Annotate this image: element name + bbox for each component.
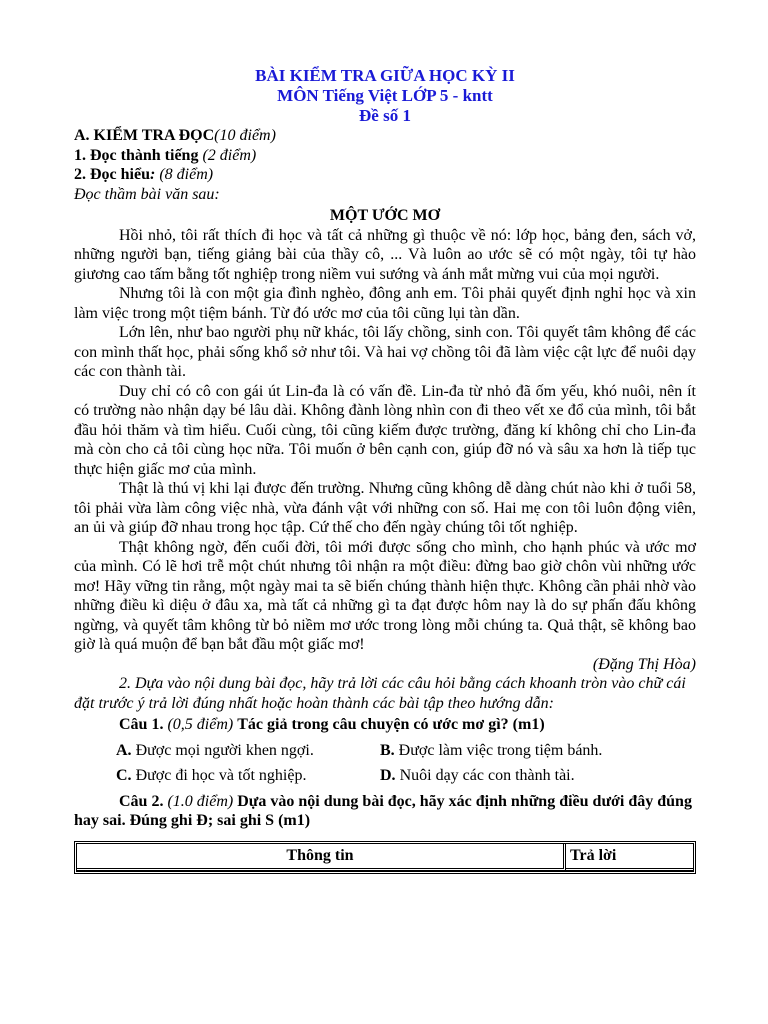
question-1-options-row-2 xyxy=(116,766,696,786)
item-2-label: 2. Đọc hiểu xyxy=(74,166,150,183)
reading-instruction: Đọc thầm bài văn sau: xyxy=(74,185,220,203)
table-header-row xyxy=(77,844,693,871)
option-letter: A. xyxy=(116,741,132,759)
question-2-label: Câu 2. xyxy=(119,792,164,810)
option-text: Nuôi dạy các con thành tài. xyxy=(399,767,575,784)
question-2 xyxy=(74,792,696,831)
item-2-heading xyxy=(74,165,696,185)
option-letter: B. xyxy=(380,741,395,759)
option-d[interactable] xyxy=(380,766,644,786)
item-1-label: 1. Đọc thành tiếng xyxy=(74,146,199,164)
story-paragraph: Duy chỉ có cô con gái út Lin-đa là có vấn đề. Lin-đa từ nhỏ đã ốm yếu, khó nuôi, nên ít có trường nào nhận dạy bé lâu dài. Không đành lòng nhìn con đi theo vết xe đổ của mình, tôi bắt đầu hỏi thăm và tìm hiểu. Cuối cùng, tôi cũng kiếm được trường, đăng kí không chỉ cho Lin-đa mà còn cho cả tôi cùng học nữa. Tôi muốn ở bên cạnh con, giúp đỡ nó và sâu xa hơn là tiếp tục thực hiện giấc mơ của mình. xyxy=(74,382,696,478)
true-false-table xyxy=(74,841,696,874)
item-2-points: (8 điểm) xyxy=(155,166,214,183)
option-c[interactable] xyxy=(116,766,380,786)
column-header-info: Thông tin xyxy=(77,844,566,871)
question-1-points: (0,5 điểm) xyxy=(167,716,234,733)
question-2-points: (1.0 điểm) xyxy=(167,792,234,810)
question-2-text: Dựa vào nội dung bài đọc, hãy xác định những điều dưới đây đúng hay sai. Đúng ghi Đ; sai ghi S (m1) xyxy=(74,792,692,829)
option-text: Được mọi người khen ngợi. xyxy=(135,741,314,759)
section-a-label: A. KIỂM TRA ĐỌC xyxy=(74,127,215,144)
section-a-heading xyxy=(74,126,696,146)
document-page xyxy=(74,66,696,874)
questions-instruction: 2. Dựa vào nội dung bài đọc, hãy trả lời các câu hỏi bằng cách khoanh tròn vào chữ cái đặt trước ý trả lời đúng nhất hoặc hoàn thành các bài tập theo hướng dẫn: xyxy=(74,675,686,712)
exam-subject: MÔN Tiếng Việt LỚP 5 - kntt xyxy=(277,86,493,105)
story-paragraph: Lớn lên, như bao người phụ nữ khác, tôi lấy chồng, sinh con. Tôi quyết tâm không để các con mình thất học, phải sống khổ sở như tôi. Và hai vợ chồng tôi đã làm việc cật lực để nuôi dạy các con thành tài. xyxy=(74,324,696,380)
option-text: Được đi học và tốt nghiệp. xyxy=(135,767,307,784)
exam-title: BÀI KIỂM TRA GIỮA HỌC KỲ II xyxy=(255,66,515,85)
item-1-heading xyxy=(74,146,696,166)
story-title: MỘT ƯỚC MƠ xyxy=(329,207,441,224)
option-b[interactable] xyxy=(380,741,644,761)
item-2-colon: : xyxy=(150,166,156,183)
option-a[interactable] xyxy=(116,741,380,761)
option-text: Được làm việc trong tiệm bánh. xyxy=(398,741,603,759)
question-1-label: Câu 1. xyxy=(119,716,164,733)
section-a-points: (10 điểm) xyxy=(214,127,276,144)
question-1-options-row-1 xyxy=(116,741,696,761)
story-paragraph: Hồi nhỏ, tôi rất thích đi học và tất cả những gì thuộc về nó: lớp học, bảng đen, sách vở, những người bạn, tiếng giảng bài của thầy cô, ... Và luôn ao ước sẽ có một ngày, tôi tự hào giương cao tấm bằng tốt nghiệp trong niềm vui sướng và ánh mắt mừng vui của mọi người. xyxy=(74,226,696,283)
exam-number: Đề số 1 xyxy=(359,106,411,125)
option-letter: D. xyxy=(380,767,396,784)
story-author: (Đặng Thị Hòa) xyxy=(592,655,696,673)
item-1-points: (2 điểm) xyxy=(202,146,257,164)
story-paragraph: Nhưng tôi là con một gia đình nghèo, đông anh em. Tôi phải quyết định nghỉ học và xin làm việc trong một tiệm bánh. Từ đó ước mơ của tôi cũng lụi tàn dần. xyxy=(74,285,696,322)
question-1-text: Tác giả trong câu chuyện có ước mơ gì? (m1) xyxy=(237,716,545,733)
option-letter: C. xyxy=(116,767,132,784)
story-paragraph: Thật không ngờ, đến cuối đời, tôi mới được sống cho mình, cho hạnh phúc và ước mơ của mình. Có lẽ hơi trễ một chút nhưng tôi nhận ra một điều: đừng bao giờ chôn vùi những ước mơ! Hãy vững tin rằng, một ngày mai ta sẽ biến chúng thành hiện thực. Không cần phải nhờ vào những điều kì diệu ở đâu xa, mà tất cả những gì ta đạt được hôm nay là do sự phấn đấu không ngừng, và quyết tâm không từ bỏ niềm mơ ước trong lòng mỗi chúng ta. Quả thật, sẽ không bao giờ là quá muộn để bạn bắt đầu một giấc mơ! xyxy=(74,538,696,653)
story-paragraph: Thật là thú vị khi lại được đến trường. Nhưng cũng không dễ dàng chút nào khi ở tuổi 58, tôi phải vừa làm công việc nhà, vừa đánh vật với những con số. Hai mẹ con tôi luôn động viên, an ủi và giúp đỡ nhau trong học tập. Cứ thế cho đến ngày chúng tôi tốt nghiệp. xyxy=(74,480,696,536)
question-1 xyxy=(74,715,696,735)
column-header-answer: Trả lời xyxy=(566,844,693,871)
